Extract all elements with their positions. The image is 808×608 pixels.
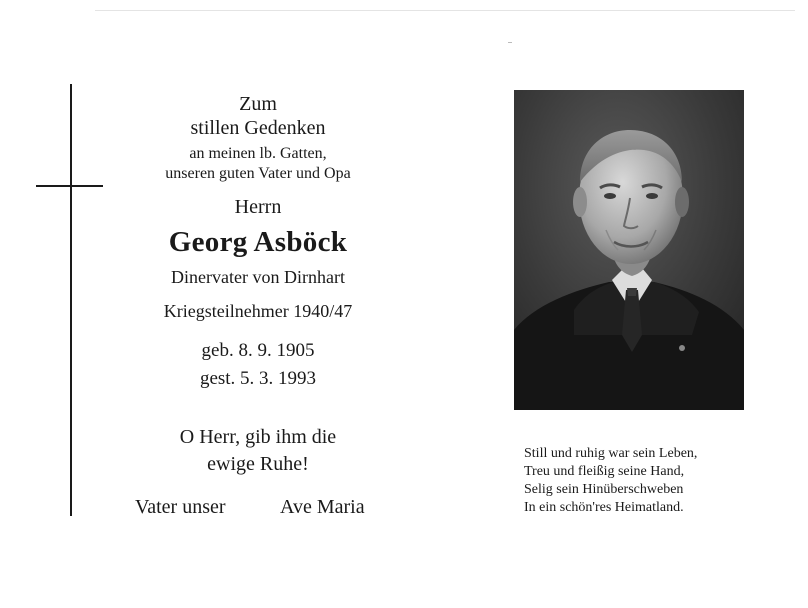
cross-horizontal-bar bbox=[36, 185, 103, 187]
heading-stillen-gedenken: stillen Gedenken bbox=[190, 117, 326, 139]
poem-line-2: Treu und fleißig seine Hand, bbox=[524, 464, 685, 479]
birth-date: geb. 8. 9. 1905 bbox=[201, 340, 315, 361]
poem-line-4: In ein schön'res Heimatland. bbox=[524, 500, 684, 515]
deceased-title: Dinervater von Dirnhart bbox=[171, 267, 345, 287]
prayer-vater-unser: Vater unser bbox=[135, 496, 226, 518]
cross-vertical-bar bbox=[70, 84, 72, 516]
prayer-line-2: ewige Ruhe! bbox=[207, 453, 309, 475]
dedication-line-2: unseren guten Vater und Opa bbox=[165, 165, 351, 182]
memorial-poem bbox=[524, 445, 764, 517]
salutation: Herrn bbox=[234, 196, 282, 218]
portrait-illustration bbox=[514, 90, 744, 410]
prayer-line-1: O Herr, gib ihm die bbox=[179, 426, 337, 448]
dedication-line-1: an meinen lb. Gatten, bbox=[189, 145, 327, 162]
portrait-photo bbox=[514, 90, 744, 410]
poem-line-1: Still und ruhig war sein Leben, bbox=[524, 446, 698, 461]
death-date: gest. 5. 3. 1993 bbox=[199, 368, 317, 389]
deceased-name: Georg Asböck bbox=[168, 226, 348, 258]
fold-mark bbox=[508, 42, 512, 43]
poem-line-3: Selig sein Hinüberschweben bbox=[524, 482, 684, 497]
heading-zum: Zum bbox=[239, 93, 277, 115]
veteran-note: Kriegsteilnehmer 1940/47 bbox=[163, 301, 353, 321]
top-edge-line bbox=[95, 10, 795, 11]
prayer-ave-maria: Ave Maria bbox=[280, 496, 365, 518]
